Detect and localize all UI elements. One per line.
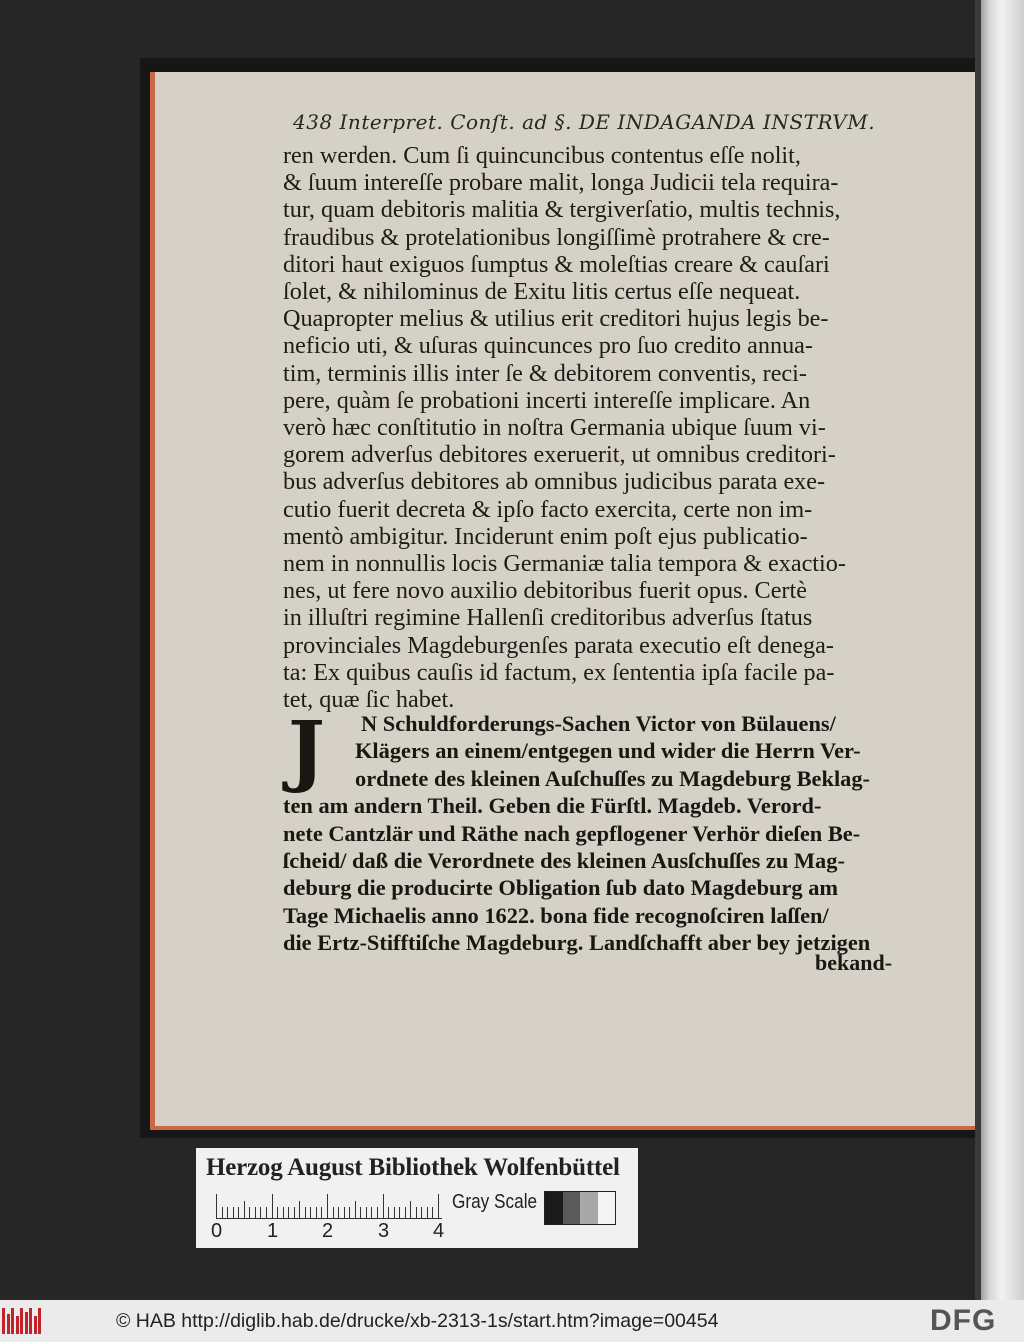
running-head: 438 Interpret. Conſt. ad §. DE INDAGANDA INSTRVM. [293,110,876,134]
ruler-tick [388,1207,389,1218]
ruler-tick [321,1207,322,1218]
ruler-number: 0 [211,1220,223,1242]
footer-bar [0,1300,1024,1342]
text-line: gorem adverſus debitores exeruerit, ut omnibus creditori- [283,441,836,469]
ruler-tick [410,1201,411,1218]
ruler-tick [316,1207,317,1218]
text-line: ordnete des kleinen Auſchuſſes zu Magdeburg Beklag- [355,765,871,791]
ruler-tick [288,1207,289,1218]
drop-cap-initial: J [288,705,325,796]
ruler-tick [366,1207,367,1218]
text-line: Quapropter melius & utilius erit creditori hujus legis be- [283,305,829,333]
gray-swatch-step [563,1192,581,1224]
book-page [150,72,975,1130]
ruler-tick [249,1207,250,1218]
latin-text-block [283,142,873,713]
gray-swatch-step [580,1192,598,1224]
ruler-tick [294,1207,295,1218]
ruler-number: 3 [378,1220,390,1242]
ruler-tick [371,1207,372,1218]
text-line: neficio uti, & uſuras quincunces pro ſuo credito annua- [283,332,813,360]
text-line: ſcheid/ daß die Verordnete des kleinen Ausſchuſſes zu Mag- [283,848,845,874]
ruler-tick [299,1201,300,1218]
ruler-tick [216,1194,217,1218]
ruler-numbers [211,1220,471,1244]
ruler-tick [272,1194,273,1218]
copyright-credit: © HAB http://diglib.hab.de/drucke/xb-2313-1s/start.htm?image=00454 [116,1310,719,1332]
ruler-tick [238,1207,239,1218]
text-line: N Schuldforderungs-Sachen Victor von Bülauens/ [361,711,836,736]
catchword: bekand- [815,950,893,975]
ruler-tick [399,1207,400,1218]
text-line: ſolet, & nihilominus de Exitu litis certus eſſe nequeat. [283,278,801,306]
text-line: ditori haut exiguos ſumptus & moleſtias creare & cauſari [283,250,830,278]
ruler-tick [377,1207,378,1218]
ruler-tick [338,1207,339,1218]
library-name: Herzog August Bibliothek Wolfenbüttel [206,1154,620,1181]
german-text-block [283,705,873,957]
ruler-tick [266,1207,267,1218]
ruler-tick [355,1201,356,1218]
logo-bar [25,1312,28,1334]
text-line: cutio fuerit decreta & ipſo facto exercita, certe non im- [283,495,813,523]
ruler-number: 1 [267,1220,279,1242]
text-line: nete Cantzlär und Räthe nach gepflogener Verhör dieſen Be- [283,820,861,846]
ruler-tick [310,1207,311,1218]
gray-swatch-step [545,1192,563,1224]
ruler-tick [360,1207,361,1218]
ruler-tick [394,1207,395,1218]
text-line: & ſuum intereſſe probare malit, longa Judicii tela requira- [283,169,839,197]
ruler-tick [227,1207,228,1218]
ruler-tick [405,1207,406,1218]
centimeter-ruler [216,1192,442,1218]
text-line: ren werden. Cum ſi quincuncibus contentus eſſe nolit, [283,142,801,169]
ruler-tick [344,1207,345,1218]
ruler-tick [305,1207,306,1218]
gray-swatch-step [598,1192,616,1224]
text-line: bus adverſus debitores ab omnibus judicibus parata exe- [283,468,826,496]
ruler-tick [244,1201,245,1218]
text-line: fraudibus & protelationibus longiſſimè protrahere & cre- [283,223,830,251]
ruler-tick [260,1207,261,1218]
ruler-tick [416,1207,417,1218]
ruler-tick [277,1207,278,1218]
ruler-number: 2 [322,1220,334,1242]
text-line: Klägers an einem/entgegen und wider die Herrn Ver- [355,738,861,764]
ruler-tick [222,1207,223,1218]
gray-scale-swatch [544,1191,616,1225]
library-scale-card [196,1148,638,1248]
dfg-logo: DFG [930,1304,997,1337]
text-line: pere, quàm ſe probationi incerti intereſſe implicare. An [283,386,811,414]
text-line: tim, terminis illis inter ſe & debitorem conventis, reci- [283,359,807,387]
logo-bar [11,1308,14,1334]
logo-bar [29,1308,32,1334]
ruler-tick [427,1207,428,1218]
ruler-tick [383,1194,384,1218]
text-line: Tage Michaelis anno 1622. bona fide recognoſciren laſſen/ [283,902,829,928]
facing-page-edge [975,0,1024,1300]
gray-scale-label: Gray Scale [452,1191,538,1213]
ruler-tick [432,1207,433,1218]
ruler-tick [421,1207,422,1218]
logo-bar [7,1314,10,1334]
ruler-tick [333,1207,334,1218]
text-line: tur, quam debitoris malitia & tergiverſatio, multis technis, [283,196,841,224]
logo-bar [34,1316,37,1334]
logo-bar [20,1308,23,1334]
text-line: verò hæc conſtitutio in noſtra Germania ubique ſuum vi- [283,414,826,442]
text-line: provinciales Magdeburgenſes parata executio eſt denega- [283,631,834,659]
logo-bar [16,1316,19,1334]
ruler-tick [438,1194,439,1218]
logo-bar [2,1308,5,1334]
text-line: mentò ambigitur. Inciderunt enim poſt ejus publicatio- [283,522,808,550]
ruler-tick [327,1194,328,1218]
text-line: ten am andern Theil. Geben die Fürſtl. Magdeb. Verord- [283,793,822,819]
logo-bar [38,1308,41,1334]
text-line: deburg die producirte Obligation ſub dato Magdeburg am [283,875,839,901]
ruler-tick [255,1207,256,1218]
text-line: die Ertz-Stifftiſche Magdeburg. Landſchafft aber bey jetzigen [283,930,871,956]
ruler-tick [233,1207,234,1218]
text-line: ta: Ex quibus cauſis id factum, ex ſententia ipſa facile pa- [283,658,835,686]
ruler-tick [283,1207,284,1218]
ruler-tick [349,1207,350,1218]
text-line: nes, ut fere novo auxilio debitoribus fuerit opus. Certè [283,577,807,605]
ruler-number: 4 [433,1220,445,1242]
text-line: nem in nonnullis locis Germaniæ talia tempora & exactio- [283,550,846,578]
hab-logo-icon [2,1308,44,1334]
text-line: tet, quæ ſic habet. [283,686,455,714]
text-line: in illuſtri regimine Hallenſi creditoribus adverſus ſtatus [283,604,813,632]
